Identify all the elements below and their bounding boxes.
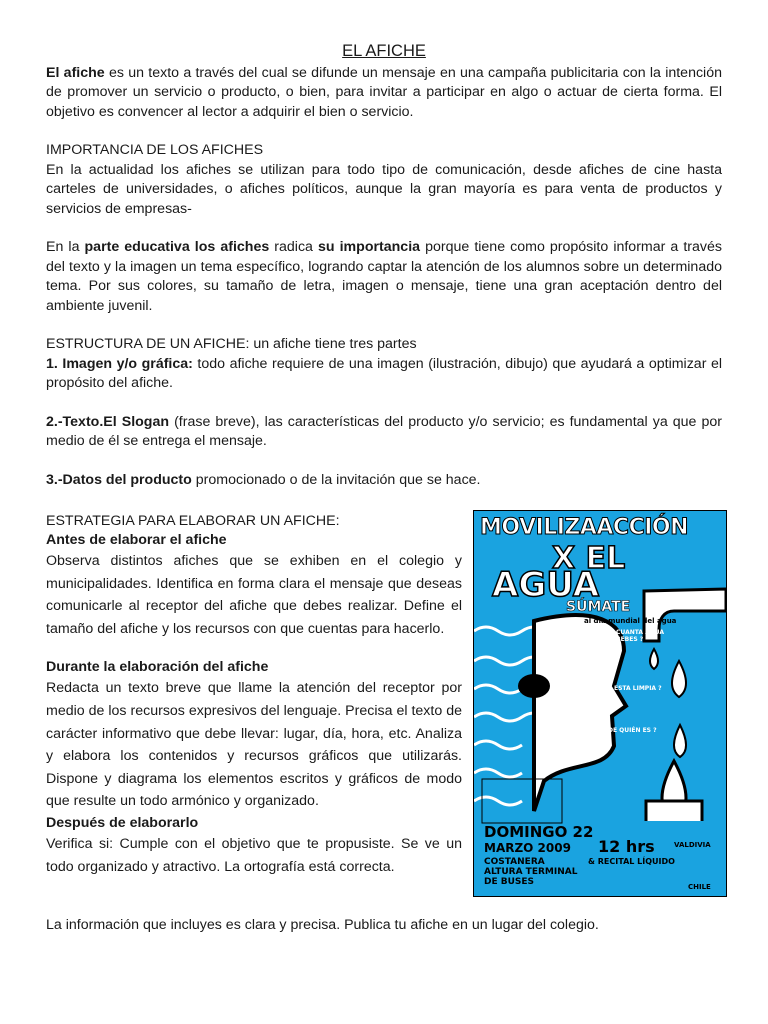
- p2-text-c: radica: [269, 239, 318, 255]
- document-body: [46, 42, 722, 490]
- poster-agua: AGUA: [492, 565, 600, 605]
- during-text: Redacta un texto breve que llame la atención del receptor por medio de los recursos expresivos del lenguaje. Precisa el texto de carácter informativo que debe llevar: lugar, día, hora, etc. Analiza y elabora los contenidos y recursos gráficos que utilizarás. Dispone y diagrama los elementos escritos y gráficos de modo que resulte un todo armónico y organizado.: [46, 680, 462, 810]
- intro-bold: El afiche: [46, 64, 105, 81]
- structure-intro: : un afiche tiene tres partes: [245, 336, 417, 352]
- p2-text-a: En la: [46, 239, 85, 255]
- poster-city: VALDIVIA: [674, 841, 711, 849]
- intro-text: es un texto a través del cual se difunde un mensaje en una campaña publicitaria con la intención de promover un servicio o producto, o bien, para invitar a participar en algo o actuar de cierta forma. El objetivo es convencer al lector a adquirir el bien o servicio.: [46, 64, 722, 120]
- poster-place-2: ALTURA TERMINAL: [484, 867, 578, 877]
- part3-text: promocionado o de la invitación que se hace.: [191, 471, 481, 488]
- poster-place-1: COSTANERA: [484, 857, 545, 867]
- part1-text: todo afiche requiere de una imagen (ilustración, dibujo) que ayudará a optimizar el propósito del afiche.: [46, 355, 723, 391]
- structure-part-1: [46, 355, 722, 394]
- part2-bold: 2.-Texto.El Slogan: [46, 413, 170, 430]
- part3-bold: 3.-Datos del producto: [46, 471, 192, 488]
- poster-place-3: DE BUSES: [484, 877, 535, 887]
- strategy-section: [46, 512, 462, 878]
- importance-paragraph-1: En la actualidad los afiches se utilizan para todo tipo de comunicación, desde afiches de cine hasta carteles de universidades, o afiches políticos, aunque la gran mayoría es para venta de productos y servicios de empresas-: [46, 161, 722, 217]
- poster-question-2: ESTA LIMPIA ?: [614, 685, 662, 692]
- during-heading: Durante la elaboración del afiche: [46, 659, 269, 676]
- mouth-shape: [518, 674, 550, 698]
- drop-skull-icon: [674, 725, 686, 757]
- drop-icon-small: [650, 649, 658, 669]
- poster-subtitle: al día mundial del agua: [584, 617, 677, 625]
- p2-text-d: porque tiene como propósito informar a través del texto y la imagen un tema específico, logrando captar la atención de los alumnos sobre un determinado tema. Por sus colores, su tamaño de letra, imagen o mensaje, tiene una gran aceptación dentro del ambiente juvenil.: [46, 239, 722, 314]
- poster-date-month: MARZO 2009: [484, 841, 571, 855]
- before-heading: Antes de elaborar el afiche: [46, 532, 227, 548]
- poster-image: [473, 510, 727, 897]
- p2-bold-1: parte educativa los afiches: [84, 239, 270, 255]
- strategy-heading: ESTRATEGIA PARA ELABORAR UN AFICHE:: [46, 513, 340, 529]
- poster-sumate: SÚMATE: [566, 599, 631, 615]
- importance-paragraph-2: [46, 238, 722, 316]
- poster-date-day: DOMINGO 22: [484, 823, 594, 841]
- poster-time: 12 hrs: [598, 837, 655, 856]
- poster-country: CHILE: [688, 883, 711, 891]
- structure-heading: [46, 335, 722, 355]
- poster-recital: & RECITAL LÍQUIDO: [588, 857, 675, 866]
- importance-heading: IMPORTANCIA DE LOS AFICHES: [46, 142, 264, 158]
- final-paragraph: La información que incluyes es clara y precisa. Publica tu afiche en un lugar del colegio.: [46, 917, 599, 933]
- poster-question-3: DE QUIÉN ES ?: [608, 727, 657, 734]
- intro-paragraph: [46, 64, 722, 123]
- page-title: EL AFICHE: [342, 42, 426, 60]
- poster-x-el: X EL: [552, 541, 626, 576]
- poster-headline: MOVILIZAACCIÓN: [480, 515, 689, 540]
- p2-bold-2: su importancia: [318, 239, 421, 255]
- after-text: Verifica si: Cumple con el objetivo que te propusiste. Se ve un todo organizado y atractivo. La ortografía está correcta.: [46, 835, 462, 875]
- structure-heading-text: ESTRUCTURA DE UN AFICHE: [46, 336, 246, 352]
- before-text: Observa distintos afiches que se exhiben en el colegio y municipalidades. Identifica en forma clara el mensaje que deseas comunicarle al receptor del afiche que debes realizar. Define el tamaño del afiche y los recursos con que cuentas para hacerlo.: [46, 553, 462, 637]
- after-heading: Después de elaborarlo: [46, 814, 199, 831]
- poster-question-1: CUANTA AGUA BEBES ?: [616, 629, 665, 643]
- head-silhouette: [534, 615, 626, 811]
- part2-text: (frase breve), las características del producto y/o servicio; es fundamental ya que por medio de él se entrega el mensaje.: [46, 413, 722, 449]
- drop-icon: [672, 661, 686, 697]
- part1-bold: 1. Imagen y/o gráfica:: [46, 355, 193, 372]
- structure-part-3: [46, 471, 722, 491]
- structure-part-2: [46, 413, 722, 452]
